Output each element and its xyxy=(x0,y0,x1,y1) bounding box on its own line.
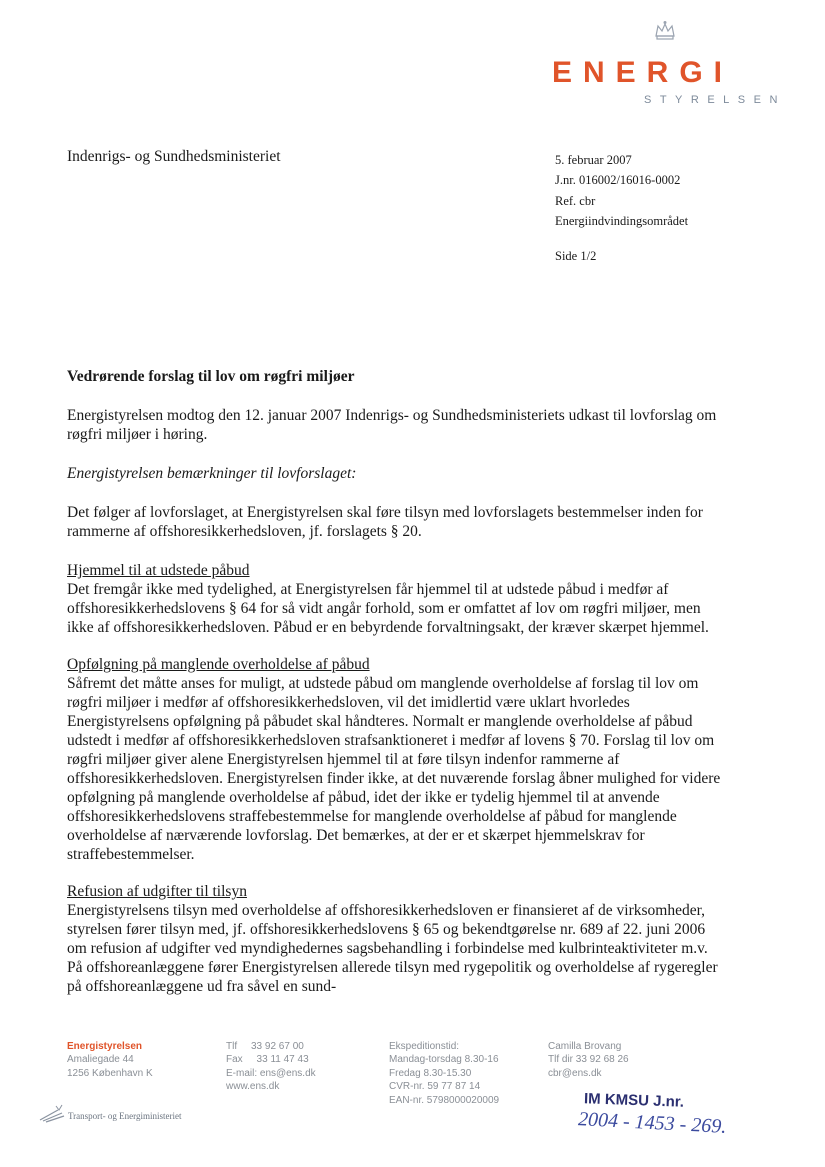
letter-body xyxy=(67,367,727,1014)
letter-subject: Vedrørende forslag til lov om røgfri miljøer xyxy=(67,368,355,385)
footer-city: 1256 København K xyxy=(67,1067,153,1079)
section-text: Det fremgår ikke med tydelighed, at Energistyrelsen får hjemmel til at udstede påbud i medfør af offshoresikkerhedslovens § 64 for så vidt angår forhold, som er omfattet af lov om røgfri miljøer, men ikke af offshoresikkerhedsloven. Påbud er en bebyrdende forvaltningsakt, der kræver skærpet hjemmel. xyxy=(67,581,709,636)
footer-contact-email[interactable]: cbr@ens.dk xyxy=(548,1067,602,1079)
section-hjemmel xyxy=(67,561,727,637)
section-heading: Refusion af udgifter til tilsyn xyxy=(67,883,247,900)
footer-cvr: CVR-nr. 59 77 87 14 xyxy=(389,1081,481,1093)
section-refusion xyxy=(67,882,727,996)
footer-phone: Tlf 33 92 67 00 xyxy=(226,1041,304,1052)
footer-address xyxy=(67,1040,153,1080)
section-opfoelgning xyxy=(67,655,727,864)
stamp-handwritten-number: 2004 - 1453 - 269. xyxy=(577,1108,727,1138)
footer-direct-phone: Tlf dir 33 92 68 26 xyxy=(548,1054,629,1066)
footer-friday: Fredag 8.30-15.30 xyxy=(389,1067,472,1079)
remarks-paragraph: Det følger af lovforslaget, at Energistyrelsen skal føre tilsyn med lovforslagets bestemmelser inden for rammerne af offshoresikkerhedsloven, jf. forslagets § 20. xyxy=(67,504,703,540)
footer-hours xyxy=(389,1040,499,1107)
intro-paragraph: Energistyrelsen modtog den 12. januar 2007 Indenrigs- og Sundhedsministeriets udkast til lovforslag om røgfri miljøer i høring. xyxy=(67,407,717,443)
crown-icon xyxy=(654,20,676,42)
stamp-title: IM KMSU J.nr. xyxy=(583,1090,685,1111)
section-text: Energistyrelsens tilsyn med overholdelse af offshoresikkerhedsloven er finansieret af de virksomheder, styrelsen fører tilsyn med, jf. offshoresikkerhedslovens § 65 og bekendtgørelse nr. 689 af 22. juni 2006 om refusion af udgifter ved myndighedernes sagsbehandling i forbindelse med kulbrinteaktiviteter m.v. På offshoreanlæggene fører Energistyrelsen allerede tilsyn med rygepolitik og overholdelse af rygeregler på offshoreanlæggene ud fra såvel en sund- xyxy=(67,902,718,995)
footer-contact xyxy=(226,1040,316,1094)
footer-hours-label: Ekspeditionstid: xyxy=(389,1041,460,1052)
ministry-name: Transport- og Energiministeriet xyxy=(68,1111,182,1121)
footer-fax: Fax 33 11 47 43 xyxy=(226,1054,309,1066)
footer-street: Amaliegade 44 xyxy=(67,1054,134,1066)
received-stamp xyxy=(578,1092,808,1162)
footer-ean: EAN-nr. 5798000020009 xyxy=(389,1094,500,1106)
recipient: Indenrigs- og Sundhedsministeriet xyxy=(67,148,281,165)
remarks-heading: Energistyrelsen bemærkninger til lovforslaget: xyxy=(67,465,357,482)
reference: Ref. cbr xyxy=(555,193,596,208)
section-heading: Opfølgning på manglende overholdelse af påbud xyxy=(67,656,370,673)
section-heading: Hjemmel til at udstede påbud xyxy=(67,562,250,579)
footer-org: Energistyrelsen xyxy=(67,1041,143,1052)
logo-subtitle: STYRELSEN xyxy=(644,94,786,106)
logo-wordmark: ENERGI xyxy=(552,56,734,89)
footer-weekdays: Mandag-torsdag 8.30-16 xyxy=(389,1054,499,1066)
footer-web[interactable]: www.ens.dk xyxy=(226,1081,280,1093)
ministry-logo-icon xyxy=(38,1104,66,1124)
journal-number: J.nr. 016002/16016-0002 xyxy=(555,173,681,188)
letter-date: 5. februar 2007 xyxy=(555,153,632,167)
ministry-mark xyxy=(38,1102,228,1124)
footer-person xyxy=(548,1040,629,1080)
department: Energiindvindingsområdet xyxy=(555,213,689,228)
energistyrelsen-logo xyxy=(548,20,788,106)
page-number: Side 1/2 xyxy=(555,249,597,263)
footer-email[interactable]: E-mail: ens@ens.dk xyxy=(226,1067,316,1079)
letter-meta xyxy=(555,150,688,231)
section-text: Såfremt det måtte anses for muligt, at udstede påbud om manglende overholdelse af forslag til lov om røgfri miljøer i medfør af offshoresikkerhedsloven, vil det imidlertid være uklart hvorledes Energistyrelsens opfølgning på påbudet skal håndteres. Normalt er manglende overholdelse af påbud udstedt i medfør af offshoresikkerhedsloven strafsanktioneret i medfør af lovens § 70. Forslag til lov om røgfri miljøer giver alene Energistyrelsen hjemmel til at føre tilsyn indenfor rammerne af offshoresikkerhedsloven. Energistyrelsen finder ikke, at det nuværende forslag åbner mulighed for videre opfølgning på manglende overholdelse af påbud, idet der ikke er tydelig hjemmel til at anvende offshoresikkerhedslovens straffebestemmelse for manglende overholdelse af påbud for manglende overholdelse af nærværende lovforslag. Det bemærkes, at der er et skærpet hjemmelskrav for straffebestemmelser. xyxy=(67,675,721,863)
footer-contact-name: Camilla Brovang xyxy=(548,1041,622,1052)
